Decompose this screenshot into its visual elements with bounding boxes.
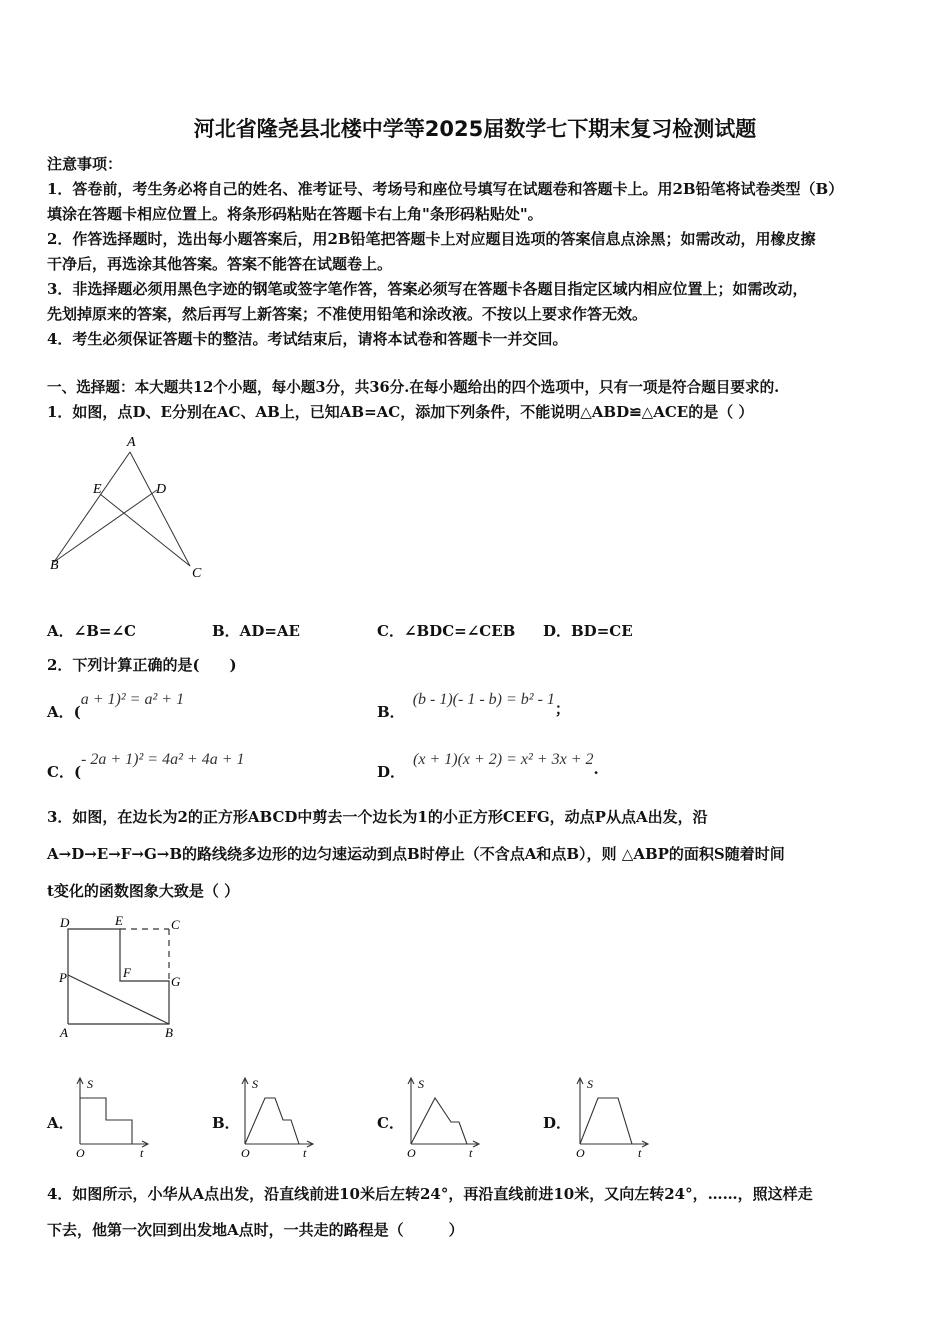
- q2-option-c[interactable]: [47, 748, 245, 781]
- q2-option-a-formula: a + 1)² = a² + 1: [80, 691, 185, 708]
- q3-label-c: C: [171, 917, 180, 932]
- q1-option-b[interactable]: B．AD=AE: [212, 622, 300, 640]
- q3-label-a: A: [60, 1025, 68, 1040]
- q1-option-a[interactable]: A．∠B=∠C: [47, 622, 136, 640]
- q3-label-f: F: [123, 965, 131, 980]
- q3-stem-line1: 3．如图，在边长为2的正方形ABCD中剪去一个边长为1的小正方形CEFG，动点P从点A出发，沿: [47, 808, 708, 826]
- q3-option-b-graph[interactable]: [237, 1074, 317, 1159]
- q3-label-g: G: [171, 974, 181, 989]
- notice-line: 3．非选择题必须用黑色字迹的钢笔或签字笔作答，答案必须写在答题卡各题目指定区域内相应位置上；如需改动，: [47, 280, 808, 298]
- q1-label-c: C: [192, 566, 202, 581]
- q3-label-e: E: [115, 913, 123, 928]
- q2-option-d-formula: (x + 1)(x + 2) = x² + 3x + 2: [413, 751, 594, 768]
- q3-stem-line3: t变化的函数图象大致是（ ）: [47, 882, 240, 900]
- notice-line: 填涂在答题卡相应位置上。将条形码粘贴在答题卡右上角"条形码粘贴处"。: [47, 205, 543, 223]
- q1-label-d: D: [156, 482, 167, 497]
- q1-label-e: E: [93, 482, 102, 497]
- notice-line: 4．考生必须保证答题卡的整洁。考试结束后，请将本试卷和答题卡一并交回。: [47, 330, 568, 348]
- q3-label-d: D: [60, 915, 70, 930]
- q2-option-c-label: C．(: [47, 763, 82, 781]
- q3-option-a-label[interactable]: A．: [47, 1114, 74, 1132]
- q2-option-a[interactable]: [47, 688, 185, 721]
- q3-square-figure: [55, 912, 195, 1047]
- q2-option-d-tail: .: [593, 760, 599, 778]
- q3-a-axis-t: t: [140, 1146, 144, 1159]
- q3-d-axis-t: t: [638, 1146, 642, 1159]
- q4-stem-line2: 下去，他第一次回到出发地A点时，一共走的路程是（ ）: [47, 1221, 464, 1239]
- q1-triangle-figure: [44, 430, 214, 585]
- q3-c-axis-t: t: [469, 1146, 473, 1159]
- q1-stem: 1．如图，点D、E分别在AC、AB上，已知AB=AC，添加下列条件，不能说明△ABD≌△ACE的是（ ）: [47, 403, 754, 421]
- q2-option-d[interactable]: [377, 748, 599, 781]
- notice-heading: 注意事项：: [47, 155, 123, 173]
- q3-c-origin: O: [407, 1146, 416, 1159]
- notice-line: 2．作答选择题时，选出每小题答案后，用2B铅笔把答题卡上对应题目选项的答案信息点涂黑；如需改动，用橡皮擦: [47, 230, 816, 248]
- q2-option-b-label: B．: [377, 703, 405, 721]
- q1-option-c[interactable]: C．∠BDC=∠CEB: [377, 622, 516, 640]
- q3-option-c-graph[interactable]: [403, 1074, 483, 1159]
- q3-label-b: B: [165, 1025, 173, 1040]
- q1-option-d[interactable]: D．BD=CE: [543, 622, 633, 640]
- notice-line: 1．答卷前，考生务必将自己的姓名、准考证号、考场号和座位号填写在试题卷和答题卡上。用2B铅笔将试卷类型（B）: [47, 180, 844, 198]
- q2-stem: 2．下列计算正确的是( ): [47, 656, 237, 674]
- q3-option-d-graph[interactable]: [572, 1074, 652, 1159]
- q3-label-p: P: [59, 970, 67, 985]
- q3-a-origin: O: [76, 1146, 85, 1159]
- q3-option-d-label[interactable]: D．: [543, 1114, 572, 1132]
- section-heading: 一、选择题：本大题共12个小题，每小题3分，共36分.在每小题给出的四个选项中，只有一项是符合题目要求的.: [47, 379, 780, 396]
- q2-option-b-formula: (b - 1)(- 1 - b) = b² - 1: [412, 691, 555, 708]
- page-title: 河北省隆尧县北楼中学等2025届数学七下期末复习检测试题: [193, 117, 757, 141]
- q3-b-origin: O: [241, 1146, 250, 1159]
- notice-line: 先划掉原来的答案，然后再写上新答案；不准使用铅笔和涂改液。不按以上要求作答无效。: [47, 305, 648, 323]
- q2-option-b[interactable]: [377, 688, 570, 721]
- q1-label-a: A: [127, 435, 136, 450]
- q3-stem-line2: A→D→E→F→G→B的路线绕多边形的边匀速运动到点B时停止（不含点A和点B），则 △ABP的面积S随着时间: [47, 845, 785, 863]
- q2-option-a-label: A．(: [47, 703, 81, 721]
- notice-line: 干净后，再选涂其他答案。答案不能答在试题卷上。: [47, 255, 393, 273]
- q3-option-a-graph[interactable]: [72, 1074, 152, 1159]
- q2-option-d-label: D．: [377, 763, 406, 781]
- q2-option-b-tail: ；: [554, 700, 570, 718]
- q3-c-axis-s: S: [418, 1077, 424, 1091]
- q2-option-c-formula: - 2a + 1)² = 4a² + 4a + 1: [81, 751, 245, 768]
- q3-b-axis-s: S: [252, 1077, 258, 1091]
- q3-option-c-label[interactable]: C．: [377, 1114, 404, 1132]
- q3-option-b-label[interactable]: B．: [212, 1114, 240, 1132]
- q1-label-b: B: [50, 558, 59, 573]
- q3-a-axis-s: S: [87, 1077, 93, 1091]
- q3-b-axis-t: t: [303, 1146, 307, 1159]
- q4-stem-line1: 4．如图所示，小华从A点出发，沿直线前进10米后左转24°，再沿直线前进10米，又向左转24°，……，照这样走: [47, 1185, 813, 1203]
- q3-d-axis-s: S: [587, 1077, 593, 1091]
- q3-d-origin: O: [576, 1146, 585, 1159]
